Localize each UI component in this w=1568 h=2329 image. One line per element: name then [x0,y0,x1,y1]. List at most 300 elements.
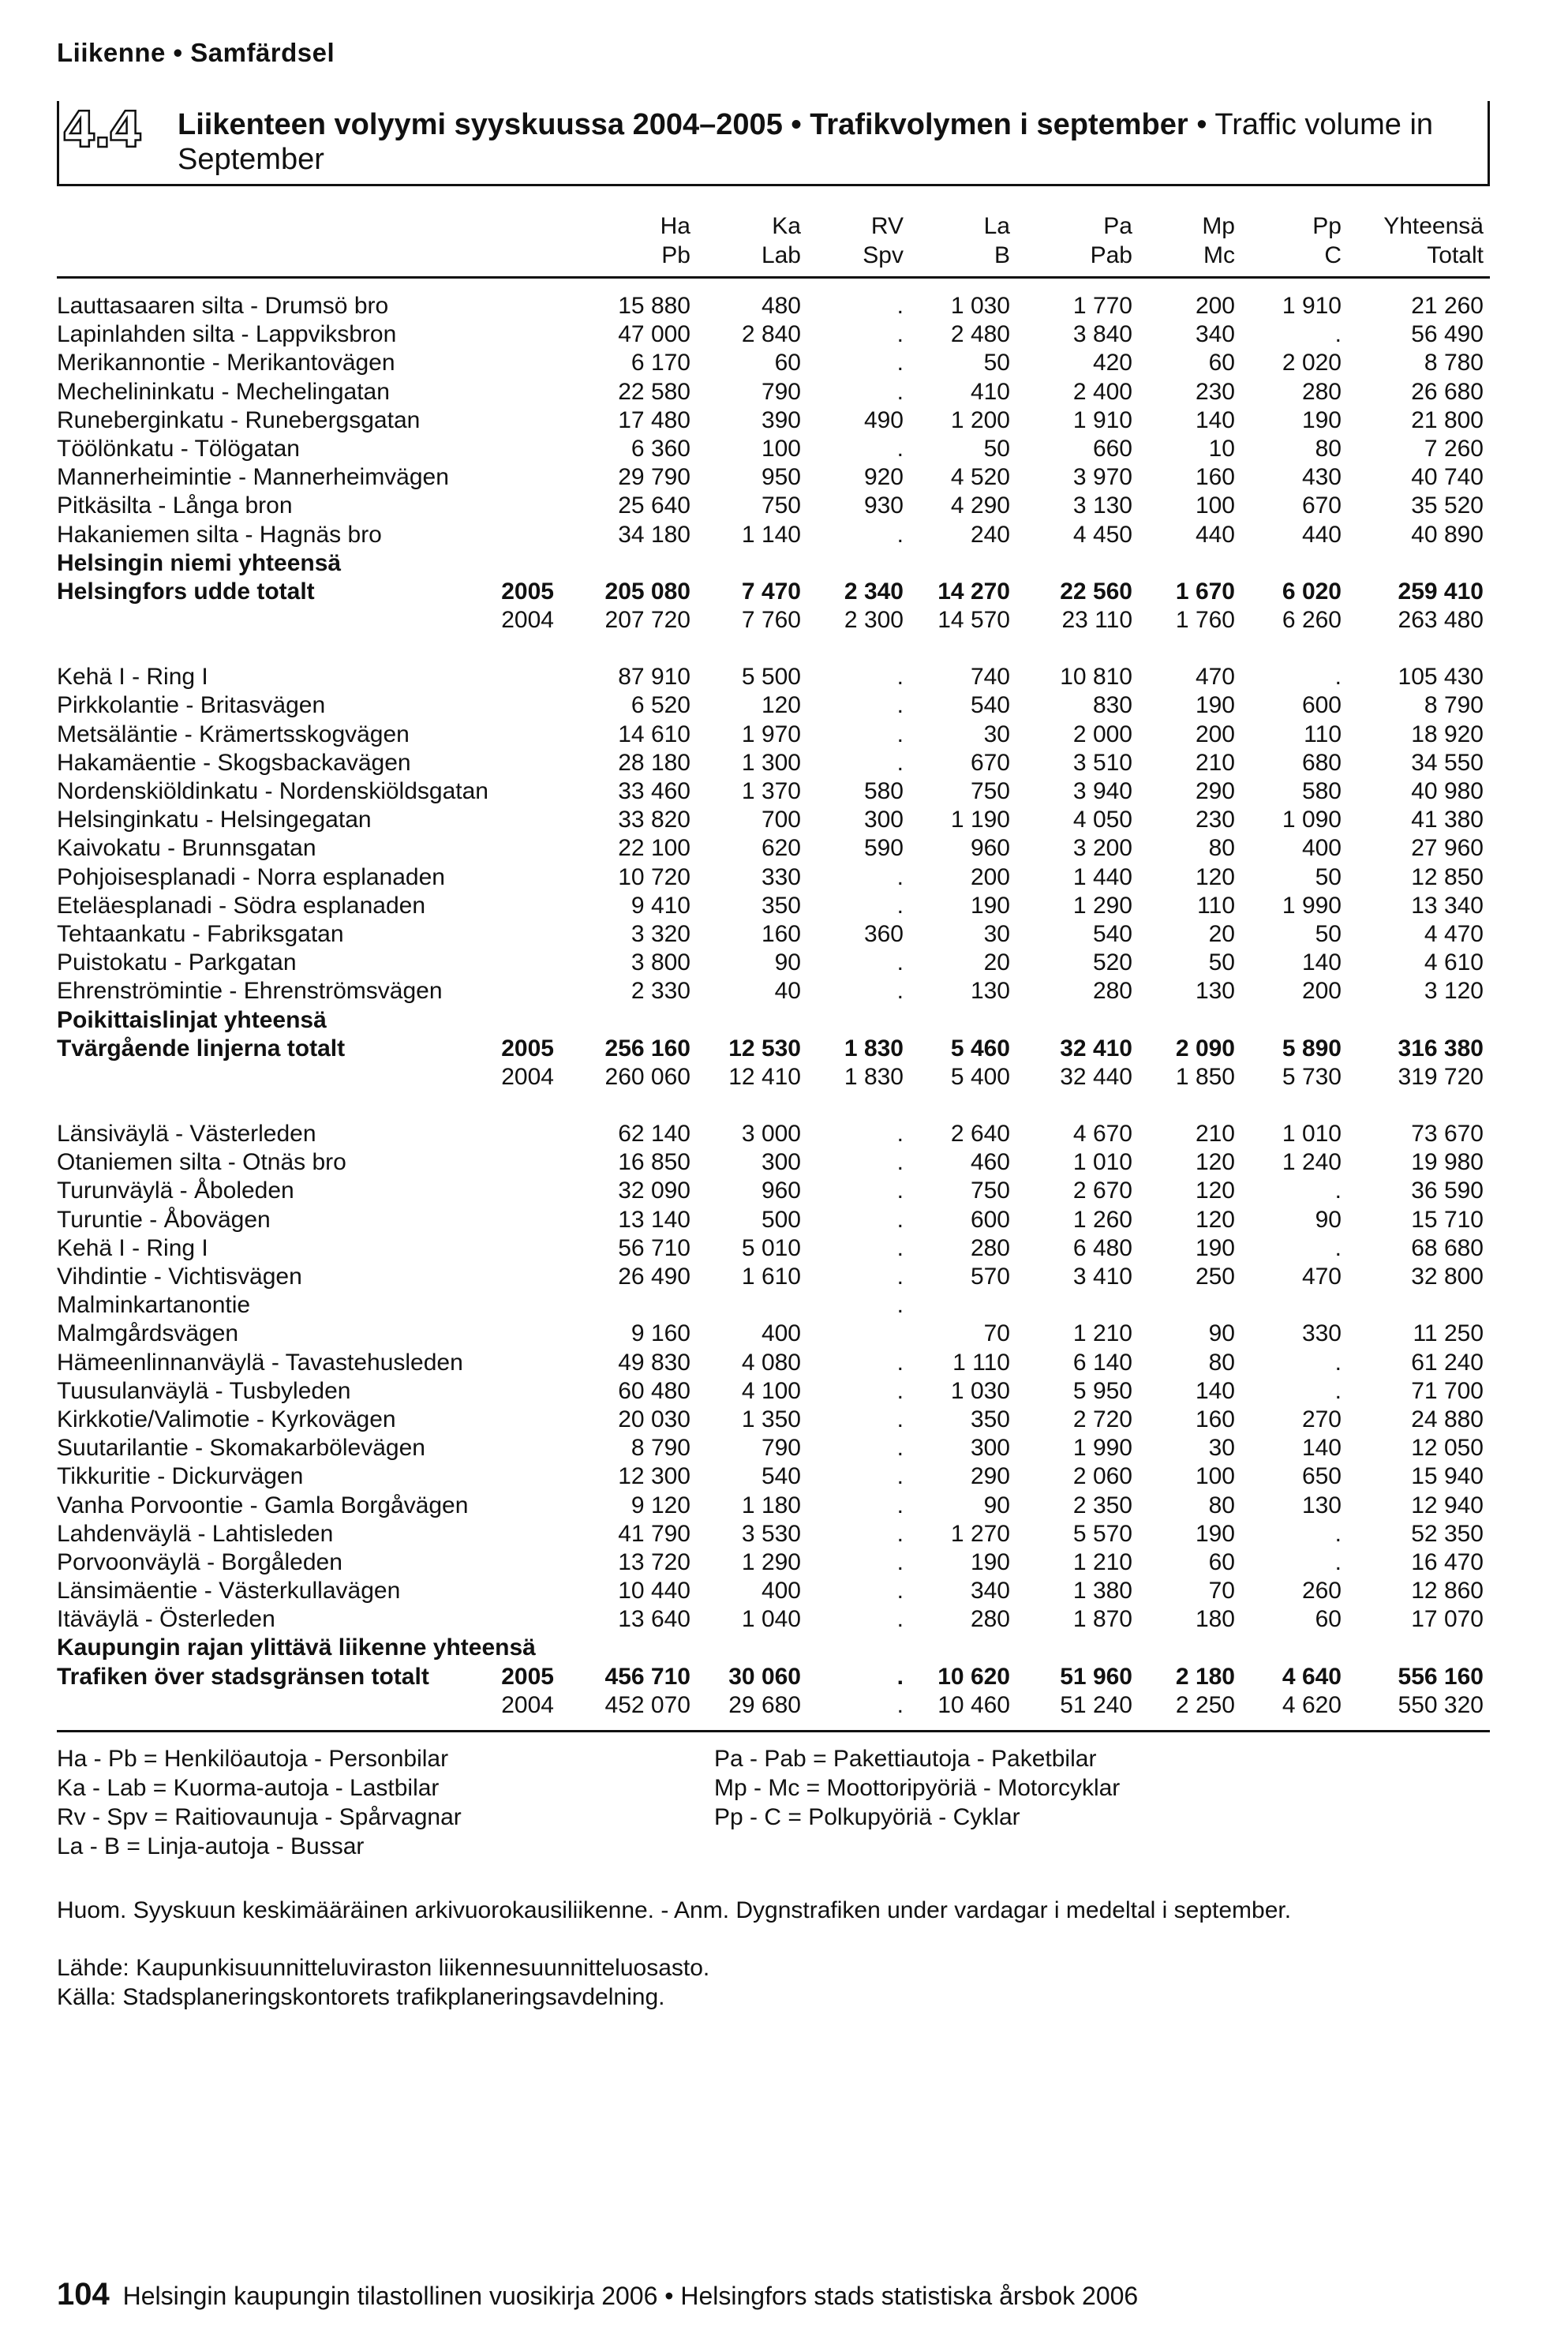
table-cell: . [896,1264,904,1290]
table-cell: 32 410 [1060,1035,1132,1062]
table-row [0,949,1568,977]
table-cell: 1 010 [1072,1149,1132,1176]
row-label: Malmgårdsvägen [57,1320,239,1347]
page-footer [57,2277,1138,2312]
table-cell: 120 [1195,1149,1235,1176]
table-cell: 4 290 [950,492,1010,519]
table-cell: 10 440 [618,1578,690,1604]
table-cell: 540 [970,692,1010,719]
table-cell: 1 830 [844,1035,904,1062]
table-cell: . [896,1292,904,1319]
table-number: 4.4 [62,101,140,159]
table-cell: 22 560 [1060,578,1132,605]
table-cell: . [896,1178,904,1204]
table-cell: . [896,978,904,1005]
column-header-fi: RV [870,213,904,239]
table-cell: 5 950 [1072,1377,1132,1404]
table-cell: 1 180 [741,1492,801,1518]
header-rule [57,276,1490,279]
table-cell: 1 760 [1175,607,1235,634]
table-row [0,777,1568,806]
table-cell: 2 480 [950,321,1010,348]
table-cell: . [1334,1349,1342,1376]
table-cell: 920 [863,464,904,491]
table-cell: . [896,1492,904,1518]
table-cell: 2 720 [1072,1406,1132,1432]
table-cell: 590 [863,835,904,862]
table-cell: 33 820 [618,807,690,833]
table-cell: 180 [1195,1606,1235,1633]
table-cell: 410 [970,378,1010,405]
table-cell: 56 490 [1411,321,1484,348]
table-title-box [57,101,1490,186]
table-cell: 290 [970,1463,1010,1490]
table-cell: 260 [1301,1578,1342,1604]
table-row [0,378,1568,406]
table-cell: 340 [970,1578,1010,1604]
table-cell: 62 140 [618,1121,690,1148]
table-cell: 41 380 [1411,807,1484,833]
table-cell: 33 460 [618,778,690,804]
table-cell: 580 [1301,778,1342,804]
table-cell: 400 [761,1320,801,1347]
table-cell: . [896,1520,904,1547]
table-row [0,435,1568,463]
table-cell: 259 410 [1398,578,1484,605]
table-cell: . [1334,1377,1342,1404]
table-cell: . [896,1548,904,1575]
table-cell: 330 [761,863,801,890]
table-cell: 40 890 [1411,521,1484,548]
table-cell: 68 680 [1411,1234,1484,1261]
table-cell: 140 [1195,406,1235,433]
table-cell: 3 840 [1072,321,1132,348]
table-cell: 130 [1301,1492,1342,1518]
table-cell: 50 [983,435,1010,462]
row-label: Hämeenlinnanväylä - Tavastehusleden [57,1349,463,1376]
table-cell: 13 340 [1411,892,1484,919]
table-cell: . [896,350,904,376]
table-cell: 1 970 [741,721,801,747]
section-spacer [0,635,1568,663]
table-cell: 12 530 [728,1035,801,1062]
table-cell: 19 980 [1411,1149,1484,1176]
table-row [0,1548,1568,1577]
column-header [1184,212,1342,270]
section-spacer [0,1091,1568,1120]
table-row [0,406,1568,435]
table-row [0,1063,1568,1091]
row-label: Tikkuritie - Dickurvägen [57,1463,304,1490]
row-label: Merikannontie - Merikantovägen [57,350,395,376]
row-label: Mechelininkatu - Mechelingatan [57,378,390,405]
table-title [178,107,1480,177]
table-row [0,521,1568,549]
table-cell: 9 120 [631,1492,690,1518]
table-cell: 6 260 [1282,607,1342,634]
row-year: 2005 [501,578,554,605]
column-header-fi: Pa [1103,213,1132,239]
table-cell: 8 790 [1424,692,1484,719]
table-cell: 100 [1195,492,1235,519]
table-row [0,1263,1568,1291]
table-cell: 4 050 [1072,807,1132,833]
table-row [0,578,1568,606]
footer-text: Helsingin kaupungin tilastollinen vuosikirja 2006 • Helsingfors stads statistiska årsbok 2006 [122,2282,1139,2310]
table-cell: 250 [1195,1264,1235,1290]
table-cell: 540 [1092,920,1132,947]
column-header-fi: Ka [772,213,801,239]
table-cell: . [1334,321,1342,348]
row-label: Helsinginkatu - Helsingegatan [57,807,372,833]
table-title-en: • Traffic volume in September [178,108,1434,176]
table-cell: 650 [1301,1463,1342,1490]
table-cell: 15 880 [618,293,690,319]
table-cell: 15 940 [1411,1463,1484,1490]
table-cell: 190 [1195,692,1235,719]
table-cell: . [896,892,904,919]
table-cell: 11 250 [1413,1320,1484,1347]
source-sv: Källa: Stadsplaneringskontorets trafikplaneringsavdelning. [57,1984,665,2010]
row-year: 2004 [501,1063,554,1090]
table-cell: 14 610 [618,721,690,747]
table-cell: 470 [1195,664,1235,691]
table-cell: 6 360 [631,435,690,462]
table-row [0,1320,1568,1348]
table-cell: 1 140 [741,521,801,548]
table-cell: 80 [1315,435,1342,462]
table-cell: 51 960 [1060,1663,1132,1690]
table-cell: 620 [761,835,801,862]
row-label: Pirkkolantie - Britasvägen [57,692,326,719]
row-label: Tvärgående linjerna totalt [57,1035,346,1062]
table-cell: 160 [761,920,801,947]
table-cell: 4 520 [950,464,1010,491]
table-cell: 12 850 [1411,863,1484,890]
table-cell: . [896,521,904,548]
row-label: Vihdintie - Vichtisvägen [57,1264,302,1290]
table-cell: 120 [1195,1206,1235,1233]
row-label: Poikittaislinjat yhteensä [57,1006,327,1033]
table-cell: 2 330 [631,978,690,1005]
table-cell: 200 [1195,293,1235,319]
table-row [0,1663,1568,1691]
table-cell: 1 770 [1072,293,1132,319]
table-cell: 14 270 [937,578,1010,605]
table-cell: 1 990 [1282,892,1342,919]
table-cell: 5 730 [1282,1063,1342,1090]
table-cell: 330 [1301,1320,1342,1347]
table-cell: 22 100 [618,835,690,862]
column-header-fi: Pp [1312,213,1342,239]
table-cell: 10 [1208,435,1235,462]
table-cell: 200 [1195,721,1235,747]
table-cell: 50 [1315,863,1342,890]
table-cell: 260 060 [604,1063,690,1090]
table-cell: . [896,1606,904,1633]
table-cell: 2 300 [844,607,904,634]
table-cell: . [896,1377,904,1404]
table-row [0,721,1568,749]
table-cell: 280 [1301,378,1342,405]
table-cell: 2 000 [1072,721,1132,747]
table-cell: 3 970 [1072,464,1132,491]
table-cell: 22 580 [618,378,690,405]
table-cell: . [896,1234,904,1261]
table-cell: 3 130 [1072,492,1132,519]
table-title-fi-sv: Liikenteen volyymi syyskuussa 2004–2005 • Trafikvolymen i september [178,108,1188,141]
table-cell: 56 710 [618,1234,690,1261]
legend-item: Pa - Pab = Pakettiautoja - Paketbilar [714,1746,1097,1772]
table-cell: 3 000 [741,1121,801,1148]
table-cell: 25 640 [618,492,690,519]
table-row [0,320,1568,349]
table-cell: 6 170 [631,350,690,376]
table-cell: 7 260 [1424,435,1484,462]
row-label: Kirkkotie/Valimotie - Kyrkovägen [57,1406,396,1432]
table-cell: 660 [1092,435,1132,462]
row-label: Töölönkatu - Tölögatan [57,435,300,462]
table-cell: 12 050 [1411,1435,1484,1462]
table-cell: 4 620 [1282,1691,1342,1718]
table-cell: 3 800 [631,949,690,976]
table-cell: 34 180 [618,521,690,548]
table-cell: 4 670 [1072,1121,1132,1148]
table-cell: 3 510 [1072,749,1132,776]
table-cell: 350 [970,1406,1010,1432]
table-cell: 10 620 [937,1663,1010,1690]
table-row [0,834,1568,863]
row-label: Trafiken över stadsgränsen totalt [57,1663,429,1690]
table-cell: 5 010 [741,1234,801,1261]
section-label: Liikenne • Samfärdsel [57,38,335,67]
table-cell: 12 860 [1411,1578,1484,1604]
table-row [0,1577,1568,1605]
table-cell: 1 870 [1072,1606,1132,1633]
table-cell: . [1334,1234,1342,1261]
table-cell: 5 500 [741,664,801,691]
table-cell: 750 [970,778,1010,804]
table-cell: 16 470 [1411,1548,1484,1575]
table-cell: 14 570 [937,607,1010,634]
table-cell: 73 670 [1411,1121,1484,1148]
table-cell: . [896,378,904,405]
table-cell: 240 [970,521,1010,548]
legend-left [57,1744,462,1861]
table-row [0,1148,1568,1177]
table-cell: 460 [970,1149,1010,1176]
table-cell: 6 520 [631,692,690,719]
table-cell: 110 [1304,721,1342,747]
table-cell: 207 720 [604,607,690,634]
table-cell: 1 380 [1072,1578,1132,1604]
table-cell: 440 [1301,521,1342,548]
table-cell: 1 290 [1072,892,1132,919]
legend-item: Ka - Lab = Kuorma-autoja - Lastbilar [57,1775,440,1801]
table-row [0,1349,1568,1377]
table-row [0,806,1568,834]
table-cell: 300 [970,1435,1010,1462]
table-cell: 700 [761,807,801,833]
table-cell: 300 [761,1149,801,1176]
table-cell: 140 [1301,1435,1342,1462]
table-cell: 40 [774,978,801,1005]
table-cell: 190 [1195,1234,1235,1261]
table-cell: 960 [970,835,1010,862]
table-row [0,1234,1568,1263]
table-cell: 10 720 [618,863,690,890]
table-cell: 20 [1208,920,1235,947]
table-cell: 3 120 [1424,978,1484,1005]
table-cell: 290 [1195,778,1235,804]
table-cell: 340 [1195,321,1235,348]
table-cell: 32 800 [1411,1264,1484,1290]
table-cell: 520 [1092,949,1132,976]
table-cell: 2 350 [1072,1492,1132,1518]
row-label: Turuntie - Åbovägen [57,1206,271,1233]
row-label: Hakaniemen silta - Hagnäs bro [57,521,382,548]
table-cell: . [1334,664,1342,691]
table-cell: 120 [761,692,801,719]
table-cell: . [896,749,904,776]
table-row [0,292,1568,320]
table-cell: 30 [983,721,1010,747]
table-cell: 8 790 [631,1435,690,1462]
table-cell: 52 350 [1411,1520,1484,1547]
row-label: Itäväylä - Österleden [57,1606,275,1633]
table-cell: 740 [970,664,1010,691]
table-row [0,463,1568,492]
table-row [0,1634,1568,1662]
table-cell: . [896,293,904,319]
row-label: Tehtaankatu - Fabriksgatan [57,920,344,947]
table-cell: 34 550 [1411,749,1484,776]
table-cell: 40 980 [1411,778,1484,804]
table-cell: 1 300 [741,749,801,776]
table-cell: 12 410 [728,1063,801,1090]
table-cell: 270 [1301,1406,1342,1432]
table-cell: 49 830 [618,1349,690,1376]
table-cell: 13 640 [618,1606,690,1633]
table-cell: 4 450 [1072,521,1132,548]
table-cell: 29 790 [618,464,690,491]
table-cell: 120 [1195,1178,1235,1204]
table-cell: 470 [1301,1264,1342,1290]
column-header-fi: La [983,213,1010,239]
table-cell: . [896,664,904,691]
table-cell: 110 [1197,892,1235,919]
table-cell: 4 470 [1424,920,1484,947]
table-cell: 1 440 [1072,863,1132,890]
table-cell: 90 [1315,1206,1342,1233]
note: Huom. Syyskuun keskimääräinen arkivuorokausiliikenne. - Anm. Dygnstrafiken under vardagar i medeltal i september. [57,1897,1292,1923]
table-cell: 4 640 [1282,1663,1342,1690]
legend-item: Ha - Pb = Henkilöautoja - Personbilar [57,1746,449,1772]
table-cell: 2 180 [1175,1663,1235,1690]
table-cell: 140 [1195,1377,1235,1404]
table-cell: 1 990 [1072,1435,1132,1462]
table-cell: 70 [1208,1578,1235,1604]
row-label: Runeberginkatu - Runebergsgatan [57,406,421,433]
table-cell: 60 [774,350,801,376]
table-cell: . [896,321,904,348]
table-cell: 256 160 [604,1035,690,1062]
table-cell: 480 [761,293,801,319]
row-label: Lauttasaaren silta - Drumsö bro [57,293,389,319]
table-cell: 32 090 [618,1178,690,1204]
table-row [0,1691,1568,1720]
table-cell: 5 890 [1282,1035,1342,1062]
table-cell: 30 [1208,1435,1235,1462]
table-cell: 5 400 [950,1063,1010,1090]
table-cell: 750 [761,492,801,519]
table-cell: 2 020 [1282,350,1342,376]
table-cell: 1 110 [952,1349,1010,1376]
table-cell: 400 [1301,835,1342,862]
table-cell: 680 [1301,749,1342,776]
table-cell: 2 670 [1072,1178,1132,1204]
table-cell: 4 100 [741,1377,801,1404]
table-cell: 16 850 [618,1149,690,1176]
table-cell: 40 740 [1411,464,1484,491]
table-cell: . [896,1578,904,1604]
table-cell: 71 700 [1411,1377,1484,1404]
table-cell: 4 610 [1424,949,1484,976]
row-label: Kehä I - Ring I [57,664,208,691]
table-cell: 670 [970,749,1010,776]
table-cell: 1 290 [741,1548,801,1575]
table-cell: 8 780 [1424,350,1484,376]
table-row [0,606,1568,635]
table-cell: 5 570 [1072,1520,1132,1547]
table-cell: 390 [761,406,801,433]
table-cell: . [1334,1520,1342,1547]
table-cell: 2 060 [1072,1463,1132,1490]
table-cell: 160 [1195,1406,1235,1432]
row-label: Pohjoisesplanadi - Norra esplanaden [57,863,445,890]
table-cell: 70 [983,1320,1010,1347]
table-cell: 17 480 [618,406,690,433]
table-cell: 10 460 [937,1691,1010,1718]
row-label: Kaivokatu - Brunnsgatan [57,835,316,862]
table-cell: 550 320 [1398,1691,1484,1718]
table-row [0,549,1568,578]
table-cell: 280 [970,1606,1010,1633]
table-bottom-rule [57,1730,1490,1732]
table-cell: 400 [761,1578,801,1604]
table-cell: 190 [970,892,1010,919]
table-cell: 456 710 [604,1663,690,1690]
table-cell: 420 [1092,350,1132,376]
legend-item: Rv - Spv = Raitiovaunuja - Spårvagnar [57,1804,462,1830]
row-label: Länsimäentie - Västerkullavägen [57,1578,401,1604]
table-cell: 15 710 [1411,1206,1484,1233]
table-cell: 1 210 [1072,1548,1132,1575]
table-cell: 556 160 [1398,1663,1484,1690]
row-label: Porvoonväylä - Borgåleden [57,1548,342,1575]
table-cell: 1 910 [1282,293,1342,319]
column-header-sv: Lab [761,242,801,268]
page-number: 104 [57,2277,110,2312]
table-cell: 7 470 [741,578,801,605]
table-cell: 1 370 [741,778,801,804]
table-cell: . [896,1149,904,1176]
table-cell: . [896,1663,904,1690]
table-cell: 1 210 [1072,1320,1132,1347]
table-cell: 60 [1315,1606,1342,1633]
row-label: Suutarilantie - Skomakarbölevägen [57,1435,425,1462]
table-cell: 30 060 [728,1663,801,1690]
